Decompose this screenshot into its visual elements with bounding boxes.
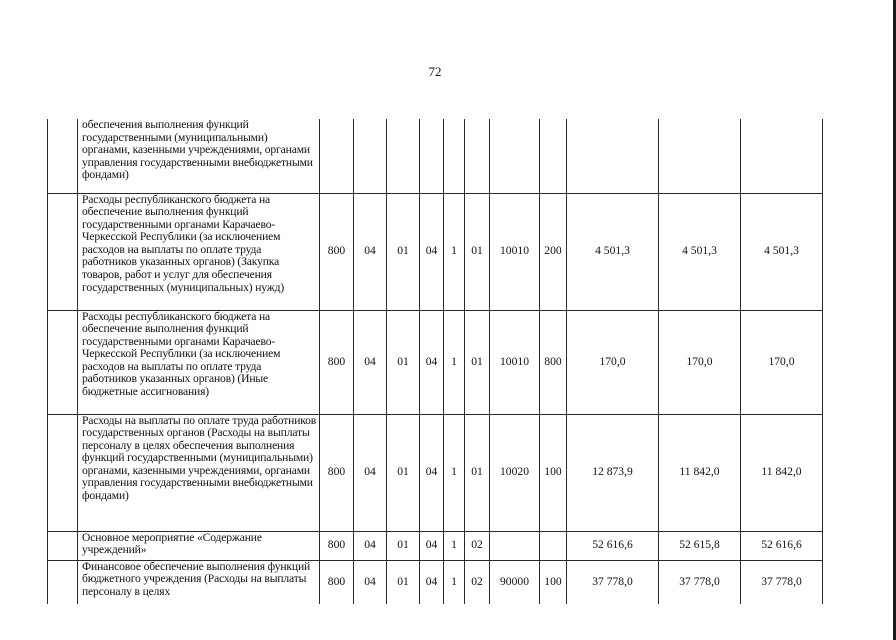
code-subprogram: 1 xyxy=(444,193,465,310)
code-ministry: 800 xyxy=(320,560,354,604)
amount-year-2: 170,0 xyxy=(659,310,741,414)
code-ministry xyxy=(320,119,354,193)
code-event: 02 xyxy=(465,531,490,560)
code-subprogram: 1 xyxy=(444,414,465,531)
code-program: 04 xyxy=(420,560,444,604)
row-number-cell xyxy=(48,531,78,560)
row-description: Расходы на выплаты по оплате труда работников государственных органов (Расходы на выплаты персоналу в целях обеспечения выполнения функций государственными (муниципальными) органами, казенными учреждениями, органами управления государственными внебюджетными фондами) xyxy=(78,414,320,531)
code-subprogram: 1 xyxy=(444,560,465,604)
code-subsection: 01 xyxy=(387,193,420,310)
code-ministry: 800 xyxy=(320,531,354,560)
code-section: 04 xyxy=(354,560,387,604)
budget-table-body xyxy=(48,119,823,604)
code-subsection: 01 xyxy=(387,560,420,604)
code-expense-type: 100 xyxy=(540,414,567,531)
amount-year-1: 4 501,3 xyxy=(567,193,659,310)
code-section: 04 xyxy=(354,310,387,414)
code-section: 04 xyxy=(354,193,387,310)
code-subsection: 01 xyxy=(387,531,420,560)
code-program: 04 xyxy=(420,414,444,531)
table-row xyxy=(48,414,823,531)
code-direction: 90000 xyxy=(490,560,540,604)
code-subsection xyxy=(387,119,420,193)
page-number: 72 xyxy=(428,64,442,79)
code-expense-type: 100 xyxy=(540,560,567,604)
amount-year-2: 4 501,3 xyxy=(659,193,741,310)
amount-year-3: 11 842,0 xyxy=(741,414,823,531)
amount-year-2: 11 842,0 xyxy=(659,414,741,531)
row-number-cell xyxy=(48,193,78,310)
code-direction: 10010 xyxy=(490,310,540,414)
row-number-cell xyxy=(48,414,78,531)
row-number-cell xyxy=(48,310,78,414)
code-expense-type: 200 xyxy=(540,193,567,310)
row-number-cell xyxy=(48,560,78,604)
amount-year-1: 37 778,0 xyxy=(567,560,659,604)
code-section: 04 xyxy=(354,414,387,531)
budget-table xyxy=(47,119,823,604)
code-subsection: 01 xyxy=(387,414,420,531)
code-ministry: 800 xyxy=(320,414,354,531)
row-number-cell xyxy=(48,119,78,193)
code-direction xyxy=(490,531,540,560)
table-row xyxy=(48,119,823,193)
amount-year-3: 4 501,3 xyxy=(741,193,823,310)
code-subprogram: 1 xyxy=(444,310,465,414)
code-event: 02 xyxy=(465,560,490,604)
code-direction: 10010 xyxy=(490,193,540,310)
amount-year-3: 170,0 xyxy=(741,310,823,414)
code-section xyxy=(354,119,387,193)
code-program: 04 xyxy=(420,531,444,560)
row-description: Расходы республиканского бюджета на обеспечение выполнения функций государственными органами Карачаево-Черкесской Республики (за исключением расходов на выплаты по оплате труда работников указанных органов) (Иные бюджетные ассигнования) xyxy=(78,310,320,414)
row-description: Основное мероприятие «Содержание учреждений» xyxy=(78,531,320,560)
code-ministry: 800 xyxy=(320,193,354,310)
code-direction xyxy=(490,119,540,193)
amount-year-1: 170,0 xyxy=(567,310,659,414)
row-description: Расходы республиканского бюджета на обеспечение выполнения функций государственными органами Карачаево-Черкесской Республики (за исключением расходов на выплаты по оплате труда работников указанных органов) (Закупка товаров, работ и услуг для обеспечения государственных (муниципальных) нужд) xyxy=(78,193,320,310)
table-row xyxy=(48,310,823,414)
amount-year-1: 12 873,9 xyxy=(567,414,659,531)
code-ministry: 800 xyxy=(320,310,354,414)
code-event: 01 xyxy=(465,414,490,531)
amount-year-2 xyxy=(659,119,741,193)
code-program xyxy=(420,119,444,193)
code-program: 04 xyxy=(420,310,444,414)
amount-year-1 xyxy=(567,119,659,193)
code-event: 01 xyxy=(465,193,490,310)
amount-year-2: 37 778,0 xyxy=(659,560,741,604)
amount-year-3 xyxy=(741,119,823,193)
table-row xyxy=(48,560,823,604)
code-program: 04 xyxy=(420,193,444,310)
code-subprogram xyxy=(444,119,465,193)
table-row xyxy=(48,531,823,560)
code-event xyxy=(465,119,490,193)
row-description: Финансовое обеспечение выполнения функций бюджетного учреждения (Расходы на выплаты персоналу в целях xyxy=(78,560,320,604)
code-event: 01 xyxy=(465,310,490,414)
code-expense-type xyxy=(540,119,567,193)
code-expense-type xyxy=(540,531,567,560)
code-expense-type: 800 xyxy=(540,310,567,414)
table-row xyxy=(48,193,823,310)
code-section: 04 xyxy=(354,531,387,560)
code-subsection: 01 xyxy=(387,310,420,414)
row-description: обеспечения выполнения функций государственными (муниципальными) органами, казенными учреждениями, органами управления государственными внебюджетными фондами) xyxy=(78,119,320,193)
amount-year-1: 52 616,6 xyxy=(567,531,659,560)
code-direction: 10020 xyxy=(490,414,540,531)
amount-year-3: 37 778,0 xyxy=(741,560,823,604)
code-subprogram: 1 xyxy=(444,531,465,560)
amount-year-2: 52 615,8 xyxy=(659,531,741,560)
amount-year-3: 52 616,6 xyxy=(741,531,823,560)
